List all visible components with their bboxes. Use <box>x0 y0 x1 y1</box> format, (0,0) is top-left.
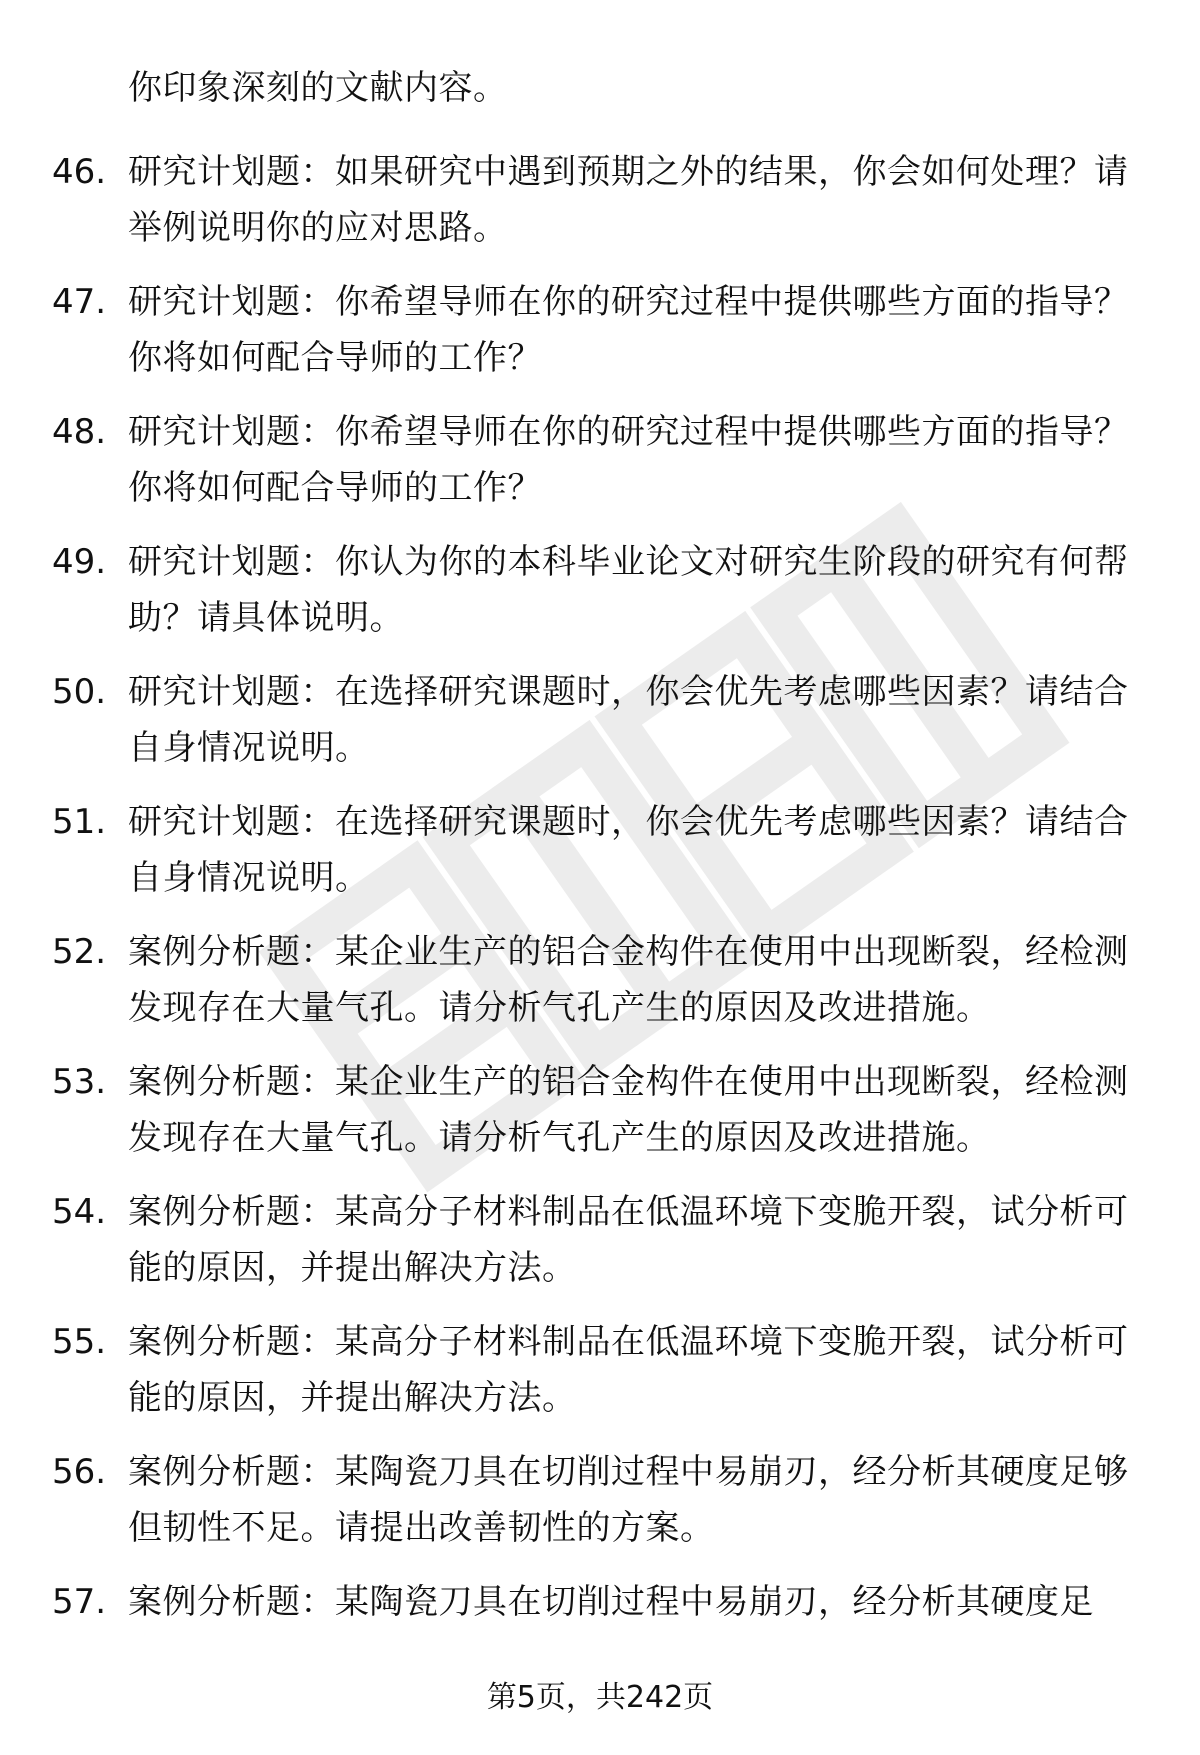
question-list <box>0 144 1200 1704</box>
question-item <box>0 1314 1200 1444</box>
question-number: 53. <box>52 1062 107 1102</box>
question-number: 54. <box>52 1192 107 1232</box>
question-item <box>0 534 1200 664</box>
question-text: 案例分析题：某高分子材料制品在低温环境下变脆开裂，试分析可能的原因，并提出解决方法。 <box>128 1192 1129 1288</box>
question-item <box>0 274 1200 404</box>
continuation-text: 你印象深刻的文献内容。 <box>128 68 508 108</box>
question-number: 46. <box>52 152 107 192</box>
question-number: 50. <box>52 672 107 712</box>
question-text: 研究计划题：你希望导师在你的研究过程中提供哪些方面的指导？你将如何配合导师的工作？ <box>128 282 1129 378</box>
question-text: 研究计划题：你认为你的本科毕业论文对研究生阶段的研究有何帮助？请具体说明。 <box>128 542 1129 638</box>
question-text: 案例分析题：某陶瓷刀具在切削过程中易崩刃，经分析其硬度足 <box>128 1582 1094 1622</box>
question-item <box>0 1054 1200 1184</box>
question-item <box>0 924 1200 1054</box>
question-number: 55. <box>52 1322 107 1362</box>
question-number: 48. <box>52 412 107 452</box>
page-footer: 第5页，共242页 <box>486 1680 714 1715</box>
question-number: 56. <box>52 1452 107 1492</box>
question-text: 研究计划题：如果研究中遇到预期之外的结果，你会如何处理？请举例说明你的应对思路。 <box>128 152 1129 248</box>
question-item <box>0 1184 1200 1314</box>
question-number: 47. <box>52 282 107 322</box>
question-text: 案例分析题：某企业生产的铝合金构件在使用中出现断裂，经检测发现存在大量气孔。请分析气孔产生的原因及改进措施。 <box>128 932 1129 1028</box>
question-text: 案例分析题：某企业生产的铝合金构件在使用中出现断裂，经检测发现存在大量气孔。请分析气孔产生的原因及改进措施。 <box>128 1062 1129 1158</box>
question-number: 52. <box>52 932 107 972</box>
question-item <box>0 144 1200 274</box>
question-text: 案例分析题：某高分子材料制品在低温环境下变脆开裂，试分析可能的原因，并提出解决方法。 <box>128 1322 1129 1418</box>
question-item <box>0 404 1200 534</box>
question-item <box>0 664 1200 794</box>
question-text: 研究计划题：你希望导师在你的研究过程中提供哪些方面的指导？你将如何配合导师的工作？ <box>128 412 1129 508</box>
question-text: 研究计划题：在选择研究课题时，你会优先考虑哪些因素？请结合自身情况说明。 <box>128 672 1129 768</box>
question-number: 57. <box>52 1582 107 1622</box>
question-text: 研究计划题：在选择研究课题时，你会优先考虑哪些因素？请结合自身情况说明。 <box>128 802 1129 898</box>
question-number: 49. <box>52 542 107 582</box>
question-number: 51. <box>52 802 107 842</box>
question-item <box>0 794 1200 924</box>
question-text: 案例分析题：某陶瓷刀具在切削过程中易崩刃，经分析其硬度足够但韧性不足。请提出改善韧性的方案。 <box>128 1452 1129 1548</box>
question-item <box>0 1444 1200 1574</box>
